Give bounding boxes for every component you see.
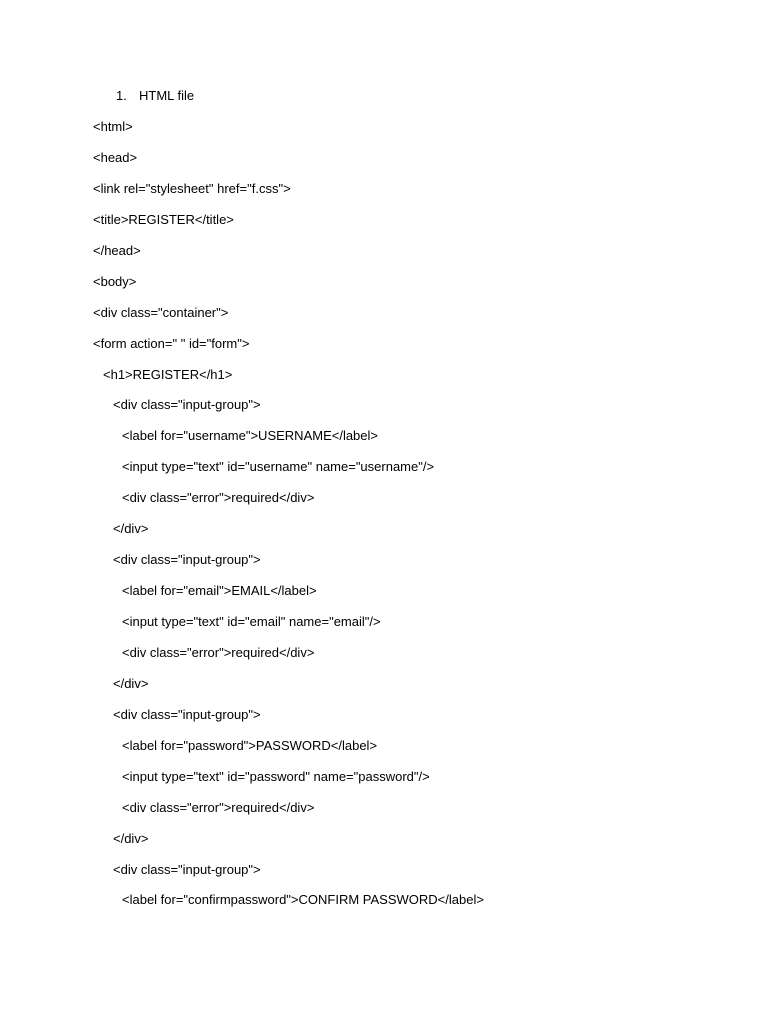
code-line: <div class="input-group">	[113, 706, 261, 722]
code-line: <body>	[93, 273, 137, 289]
code-block	[93, 118, 484, 922]
code-line: <head>	[93, 149, 138, 165]
code-line: <div class="container">	[93, 304, 229, 320]
code-line: <label for="confirmpassword">CONFIRM PASSWORD</label>	[122, 892, 484, 908]
code-line: <label for="email">EMAIL</label>	[122, 583, 317, 599]
list-heading-text: HTML file	[139, 88, 195, 103]
code-line: <form action=" " id="form">	[93, 335, 250, 351]
code-line: </div>	[113, 675, 149, 691]
code-line: <input type="text" id="email" name="email"/>	[122, 614, 381, 629]
code-line: </div>	[113, 521, 149, 537]
code-line: <div class="input-group">	[113, 397, 261, 413]
code-line: <link rel="stylesheet" href="f.css">	[93, 180, 291, 196]
code-line: <title>REGISTER</title>	[93, 211, 234, 227]
code-line: <h1>REGISTER</h1>	[103, 366, 233, 382]
list-heading	[116, 87, 194, 105]
code-line: <div class="input-group">	[113, 552, 261, 568]
code-line: <html>	[93, 119, 133, 134]
code-line: <div class="error">required</div>	[122, 490, 315, 506]
code-line: <input type="text" id="username" name="username"/>	[122, 459, 435, 475]
code-line: <label for="username">USERNAME</label>	[122, 428, 379, 444]
code-line: <label for="password">PASSWORD</label>	[122, 737, 378, 753]
code-line: </head>	[93, 242, 141, 258]
code-line: <div class="input-group">	[113, 861, 261, 877]
code-line: </div>	[113, 830, 149, 846]
code-line: <div class="error">required</div>	[122, 799, 315, 815]
code-line: <input type="text" id="password" name="password"/>	[122, 768, 430, 784]
code-line: <div class="error">required</div>	[122, 644, 315, 660]
list-number: 1.	[116, 88, 127, 103]
